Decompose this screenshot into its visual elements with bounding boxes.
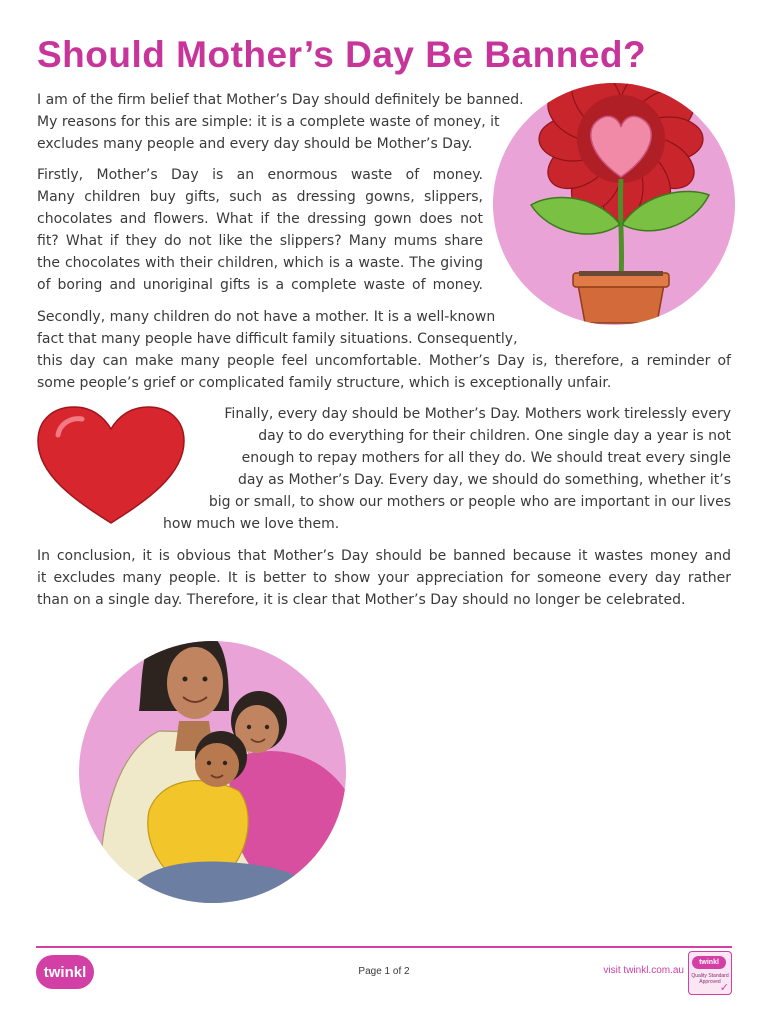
text-line: big or small, to show our mothers or people who are important in our lives (208, 494, 731, 510)
text-line: I am of the firm belief that Mother’s Day should definitely be banned. (37, 92, 524, 108)
text-line: excludes many people and every day should be Mother’s Day. (37, 136, 473, 152)
twinkl-logo[interactable]: twinkl (36, 955, 94, 989)
finally-paragraph (37, 403, 731, 535)
page-title: Should Mother’s Day Be Banned? (37, 34, 647, 75)
secondly-paragraph (37, 306, 731, 394)
text-line: fact that many people have difficult family situations. Consequently, (37, 331, 518, 347)
mother-face (167, 647, 223, 719)
text-line: how much we love them. (163, 516, 340, 532)
text-line: Firstly, Mother’s Day is an enormous waste of money. (37, 167, 483, 183)
footer-divider (36, 946, 732, 948)
conclusion-paragraph (37, 545, 731, 611)
text-line: Secondly, many children do not have a mother. It is a well-known (37, 309, 496, 325)
flower-illustration (493, 83, 735, 325)
badge-label: Quality Standard Approved (691, 973, 729, 985)
check-icon: ✓ (719, 982, 729, 994)
text-line: some people’s grief or complicated family structure, which is exceptionally unfair. (37, 375, 612, 391)
text-line: the chocolates with their children, which is a waste. The giving (37, 255, 483, 271)
text-line: fit? What if they do not like the slippers? Many mums share (37, 233, 483, 249)
text-line: of boring and unoriginal gifts is a complete waste of money. (37, 277, 483, 293)
text-line: day as Mother’s Day. Every day, we should do something, whether it’s (237, 472, 731, 488)
text-line: this day can make many people feel uncomfortable. Mother’s Day is, therefore, a reminder of (37, 353, 731, 369)
text-line: than on a single day. Therefore, it is clear that Mother’s Day should no longer be celebrated. (37, 592, 686, 608)
intro-paragraph (37, 89, 524, 155)
text-line: In conclusion, it is obvious that Mother’s Day should be banned because it wastes money and (37, 548, 731, 564)
family-illustration (79, 641, 346, 903)
text-line: My reasons for this are simple: it is a complete waste of money, it (37, 114, 500, 130)
quality-badge (688, 951, 732, 995)
text-line: it excludes many people. It is better to show your appreciation for someone every day rather (37, 570, 731, 586)
website-link[interactable]: visit twinkl.com.au (603, 965, 684, 976)
firstly-paragraph (37, 164, 483, 296)
text-line: chocolates and flowers. What if the dressing gown does not (37, 211, 483, 227)
text-line: Finally, every day should be Mother’s Day. Mothers work tirelessly every (224, 406, 731, 422)
text-line: day to do everything for their children. One single day a year is not (258, 428, 731, 444)
page-number: Page 1 of 2 (358, 966, 410, 977)
text-line: Many children buy gifts, such as dressing gowns, slippers, (37, 189, 483, 205)
text-line: enough to repay mothers for all they do. We should treat every single (241, 450, 731, 466)
badge-logo: twinkl (692, 956, 726, 969)
son-face (195, 743, 239, 787)
